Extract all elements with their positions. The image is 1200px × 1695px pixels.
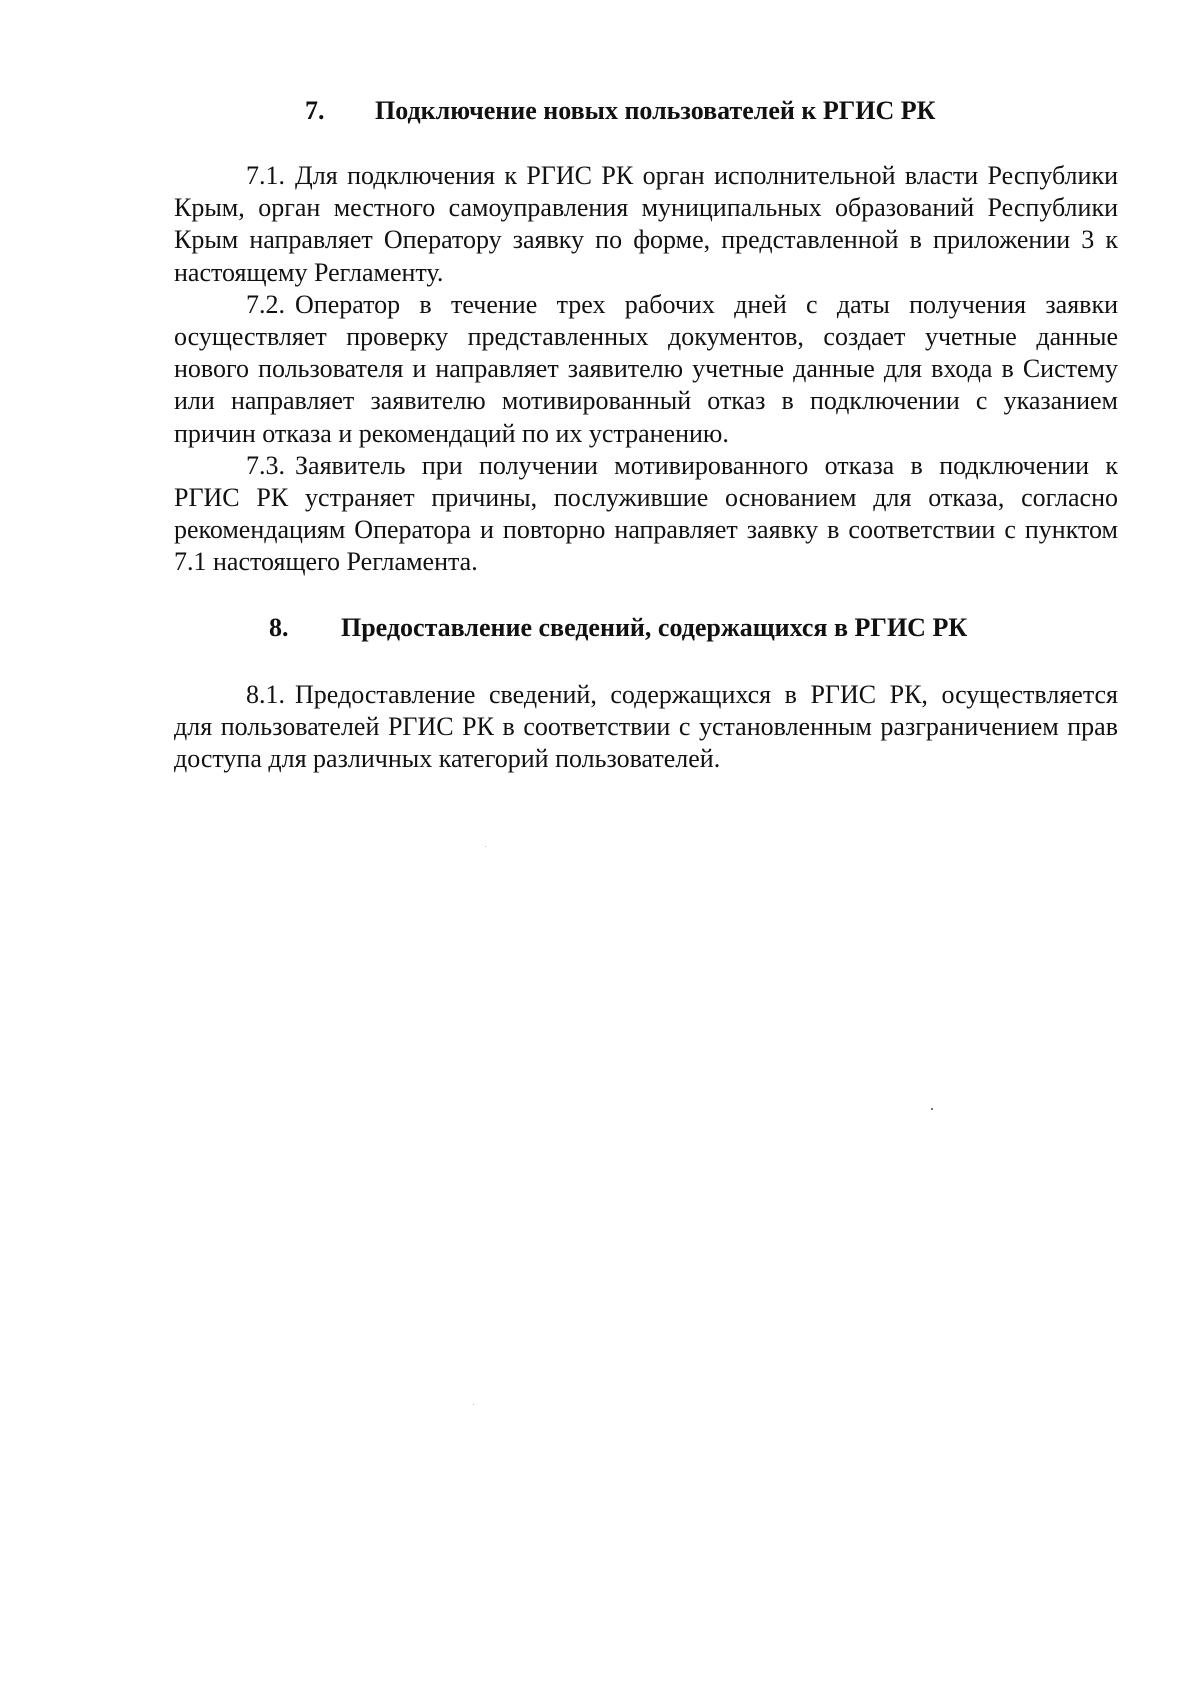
scan-speck <box>485 846 486 847</box>
document-body <box>174 96 1118 775</box>
paragraph-7-2 <box>174 289 1118 450</box>
paragraph-8-1 <box>174 679 1118 776</box>
paragraph-text: Заявитель при получении мотивированного отказа в подключении к РГИС РК устраняет причины, послужившие основанием для отказа, согласно рекомендациям Оператора и повторно направляет заявку в соответствии с пунктом 7.1 настоящего Регламента. <box>174 450 1118 577</box>
section-title: Подключение новых пользователей к РГИС РК <box>375 96 936 125</box>
paragraph-number: 7.2. <box>246 289 285 319</box>
paragraph-7-3 <box>174 450 1118 579</box>
scan-speck <box>473 1404 474 1405</box>
paragraph-number: 7.1. <box>246 161 285 190</box>
section-number: 8. <box>269 612 289 642</box>
paragraph-text: Оператор в течение трех рабочих дней с даты получения заявки осуществляет проверку представленных документов, создает учетные данные нового пользователя и направляет заявителю учетные данные для входа в Систему или направляет заявителю мотивированный отказ в подключении с указанием причин отказа и рекомендаций по их устранению. <box>174 289 1118 448</box>
paragraph-7-1 <box>174 160 1118 289</box>
section-title: Предоставление сведений, содержащихся в РГИС РК <box>341 612 968 642</box>
section-7 <box>174 96 1118 579</box>
section-heading <box>174 96 1118 126</box>
paragraph-number: 8.1. <box>246 679 285 709</box>
paragraph-number: 7.3. <box>246 450 285 480</box>
section-8 <box>174 613 1118 776</box>
paragraph-text: Для подключения к РГИС РК орган исполнительной власти Республики Крым, орган местного самоуправления муниципальных образований Республики Крым направляет Оператору заявку по форме, представленной в приложении 3 к настоящему Регламенту. <box>174 161 1118 287</box>
section-heading <box>174 613 1118 643</box>
section-number: 7. <box>305 96 325 125</box>
scan-speck <box>931 1108 933 1110</box>
paragraph-text: Предоставление сведений, содержащихся в РГИС РК, осуществляется для пользователей РГИС РК в соответствии с установленным разграничением прав доступа для различных категорий пользователей. <box>174 679 1118 774</box>
